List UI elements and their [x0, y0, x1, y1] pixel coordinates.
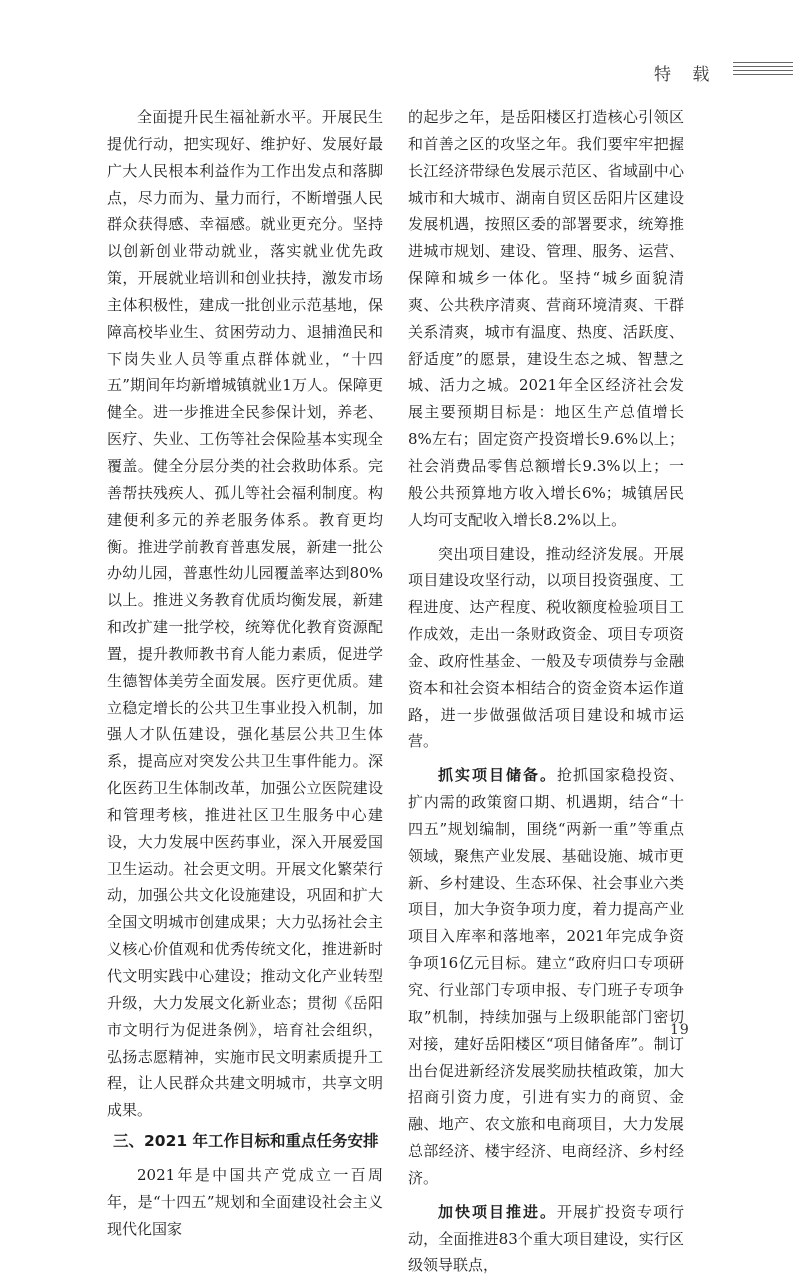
left-column — [107, 104, 383, 1242]
subheading-project-reserve: 抓实项目储备。 — [438, 766, 557, 785]
subheading-project-advance: 加快项目推进。 — [438, 1202, 557, 1221]
paragraph-2021-intro: 2021年是中国共产党成立一百周年，是“十四五”规划和全面建设社会主义现代化国家 — [107, 1165, 383, 1238]
header-decorative-lines — [733, 62, 793, 78]
running-header-title: 特 载 — [654, 65, 718, 85]
project-reserve-text: 抢抓国家稳投资、扩内需的政策窗口期、机遇期，结合“十四五”规划编制，围绕“两新一重”等重点领域，聚焦产业发展、基础设施、城市更新、乡村建设、生态环保、社会事业六类项目，加大争资争项力度，着力提高产业项目入库率和落地率，2021年完成争资争项16亿元目标。建立“政府归口专项研究、行业部门专项申报、专门班子专项争取”机制，持续加强与上级职能部门密切对接，建好岳阳楼区“项目储备库”。制订出台促进新经济发展奖励扶植政策，加大招商引资力度，引进有实力的商贸、金融、地产、农文旅和电商项目，大力发展总部经济、楼宇经济、电商经济、乡村经济。 — [408, 766, 684, 1187]
paragraph-livelihood: 全面提升民生福祉新水平。开展民生提优行动，把实现好、维护好、发展好最广大人民根本利益作为工作出发点和落脚点，尽力而为、量力而行，不断增强人民群众获得感、幸福感。就业更充分。坚持以创新创业带动就业，落实就业优先政策，开展就业培训和创业扶持，激发市场主体积极性，建成一批创业示范基地，保障高校毕业生、贫困劳动力、退捕渔民和下岗失业人员等重点群体就业，“十四五”期间年均新增城镇就业1万人。保障更健全。进一步推进全民参保计划，养老、医疗、失业、工伤等社会保险基本实现全覆盖。健全分层分类的社会救助体系。完善帮扶残疾人、孤儿等社会福利制度。构建便利多元的养老服务体系。教育更均衡。推进学前教育普惠发展，新建一批公办幼儿园，普惠性幼儿园覆盖率达到80%以上。推进义务教育优质均衡发展，新建和改扩建一批学校，统筹优化教育资源配置，提升教师教书育人能力素质，促进学生德智体美劳全面发展。医疗更优质。建立稳定增长的公共卫生事业投入机制，加强人才队伍建设，强化基层公共卫生体系，提高应对突发公共卫生事件能力。深化医药卫生体制改革，加强公立医院建设和管理考核，推进社区卫生服务中心建设，大力发展中医药事业，深入开展爱国卫生运动。社会更文明。开展文化繁荣行动，加强公共文化设施建设，巩固和扩大全国文明城市创建成果；大力弘扬社会主义核心价值观和优秀传统文化，推进新时代文明实践中心建设；推动文化产业转型升级，大力发展文化新业态；贯彻《岳阳市文明行为促进条例》，培育社会组织，弘扬志愿精神，实施市民文明素质提升工程，让人民群众共建文明城市，共享文明成果。 — [107, 108, 383, 1120]
section-heading: 三、2021 年工作目标和重点任务安排 — [113, 1132, 379, 1151]
page-number: 19 — [670, 1022, 690, 1038]
paragraph-2021-goals: 的起步之年，是岳阳楼区打造核心引领区和首善之区的攻坚之年。我们要牢牢把握长江经济带绿色发展示范区、省域副中心城市和大城市、湖南自贸区岳阳片区建设发展机遇，按照区委的部署要求，统筹推进城市规划、建设、管理、服务、运营、保障和城乡一体化。坚持“城乡面貌清爽、公共秩序清爽、营商环境清爽、干群关系清爽，城市有温度、热度、活跃度、舒适度”的愿景，建设生态之城、智慧之城、活力之城。2021年全区经济社会发展主要预期目标是：地区生产总值增长8%左右；固定资产投资增长9.6%以上；社会消费品零售总额增长9.3%以上；一般公共预算地方收入增长6%；城镇居民人均可支配收入增长8.2%以上。 — [408, 108, 684, 529]
paragraph-project-reserve — [408, 762, 684, 1192]
right-column — [408, 104, 684, 1279]
paragraph-project-advance — [408, 1199, 684, 1279]
paragraph-project-construction: 突出项目建设，推动经济发展。开展项目建设攻坚行动，以项目投资强度、工程进度、达产程度、税收额度检验项目工作成效，走出一条财政资金、项目专项资金、政府性基金、一般及专项债券与金融资本和社会资本相结合的资金资本运作道路，进一步做强做活项目建设和城市运营。 — [408, 544, 684, 751]
project-advance-text: 开展扩投资专项行动，全面推进83个重大项目建设，实行区级领导联点， — [408, 1202, 684, 1275]
